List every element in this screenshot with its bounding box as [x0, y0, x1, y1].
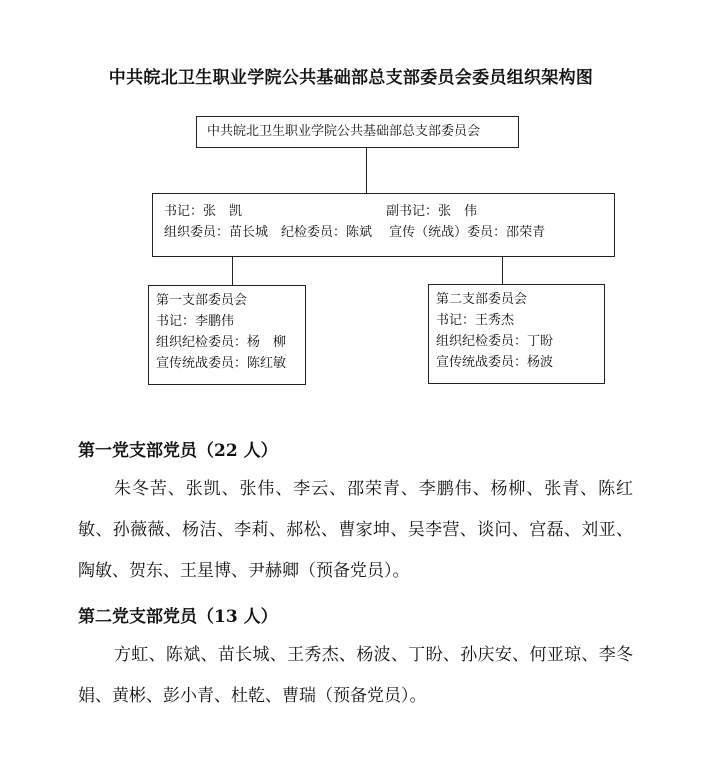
branch1-secretary: 书记：李鹏伟: [156, 314, 235, 329]
committee-row-2: 组织委员：苗长城 纪检委员：陈斌 宣传（统战）委员：邵荣青: [164, 225, 546, 240]
branch2-members-list: 方虹、陈斌、苗长城、王秀杰、杨波、丁盼、孙庆安、何亚琼、李冬娟、黄彬、彭小青、杜乾、曹瑞（预备党员）。: [78, 645, 633, 706]
branch2-secretary: 书记：王秀杰: [436, 313, 515, 328]
committee-row-1: [164, 201, 614, 222]
branch2-org-member: 组织纪检委员：丁盼: [436, 334, 554, 349]
branch2-prop-member: 宣传统战委员：杨波: [436, 355, 554, 370]
branch1-name: 第一支部委员会: [156, 293, 248, 308]
committee-members-box: [152, 193, 615, 257]
branch2-members-heading: 第二党支部党员（13 人）: [78, 607, 278, 627]
branch1-prop-member: 宣传统战委员：陈红敏: [156, 356, 287, 371]
branch1-org-member: 组织纪检委员：杨 柳: [156, 335, 287, 350]
committee-secretary: 书记：张 凯: [164, 204, 243, 219]
page-title: 中共皖北卫生职业学院公共基础部总支部委员会委员组织架构图: [108, 68, 594, 88]
general-committee-box: [196, 116, 519, 148]
general-committee-name: 中共皖北卫生职业学院公共基础部总支部委员会: [207, 124, 481, 139]
branch2-committee-box: [428, 284, 605, 384]
committee-deputy-secretary: 副书记：张 伟: [386, 204, 478, 219]
branch1-committee-box: [148, 285, 306, 385]
branch1-members-list: 朱冬苦、张凯、张伟、李云、邵荣青、李鹏伟、杨柳、张青、陈红敏、孙薇薇、杨洁、李莉、郝松、曹家坤、吴李营、谈问、宫磊、刘亚、陶敏、贺东、王星博、尹赫卿（预备党员）。: [78, 479, 633, 581]
branch2-name: 第二支部委员会: [436, 292, 528, 307]
branch1-members-heading: 第一党支部党员（22 人）: [78, 441, 278, 461]
connector-top-to-committee: [366, 148, 367, 193]
connector-committee-to-branch1: [232, 257, 233, 285]
connector-committee-to-branch2: [502, 257, 503, 284]
